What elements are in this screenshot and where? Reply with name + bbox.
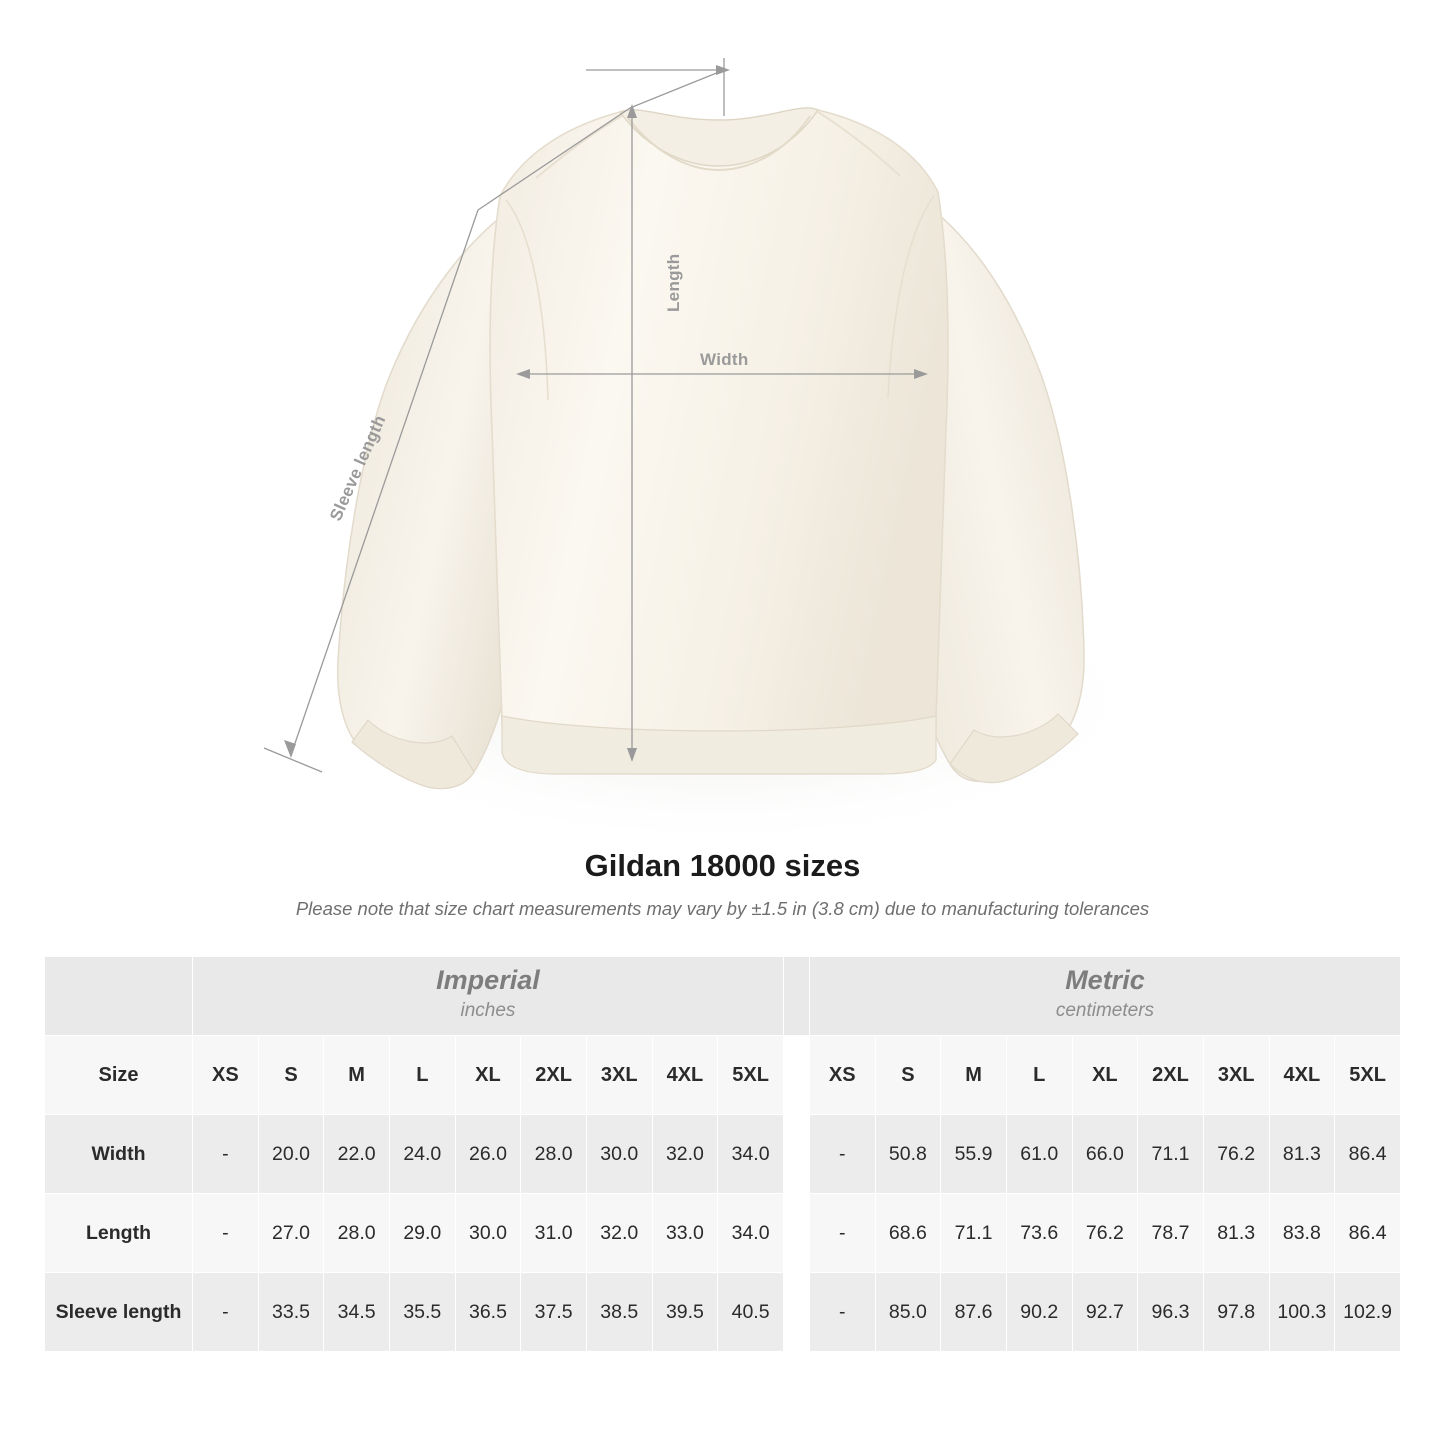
width-metric-xs: - [809, 1115, 875, 1194]
size-header-metric-5xl: 5XL [1335, 1036, 1401, 1115]
length-imperial-xs: - [193, 1194, 259, 1273]
length-imperial-xl: 30.0 [455, 1194, 521, 1273]
size-header-imperial-3xl: 3XL [586, 1036, 652, 1115]
length-imperial-4xl: 33.0 [652, 1194, 718, 1273]
sleeve-metric-s: 85.0 [875, 1273, 941, 1352]
length-metric-5xl: 86.4 [1335, 1194, 1401, 1273]
length-imperial-5xl: 34.0 [718, 1194, 784, 1273]
page-title: Gildan 18000 sizes [584, 848, 861, 883]
length-metric-4xl: 83.8 [1269, 1194, 1335, 1273]
unit-header-blank [45, 957, 193, 1036]
length-imperial-m: 28.0 [324, 1194, 390, 1273]
table-row [45, 1273, 1401, 1352]
imperial-unit-sub: inches [460, 1000, 516, 1022]
width-imperial-s: 20.0 [258, 1115, 324, 1194]
width-imperial-l: 24.0 [389, 1115, 455, 1194]
row-label-sleeve-length: Sleeve length [45, 1273, 193, 1352]
sleeve-metric-3xl: 97.8 [1203, 1273, 1269, 1352]
width-imperial-3xl: 30.0 [586, 1115, 652, 1194]
imperial-unit-name: Imperial [436, 965, 540, 996]
width-metric-4xl: 81.3 [1269, 1115, 1335, 1194]
length-imperial-s: 27.0 [258, 1194, 324, 1273]
length-metric-xs: - [809, 1194, 875, 1273]
sleeve-metric-xs: - [809, 1273, 875, 1352]
size-chart-table [44, 956, 1401, 1352]
size-header-metric-2xl: 2XL [1138, 1036, 1204, 1115]
sleeve-metric-4xl: 100.3 [1269, 1273, 1335, 1352]
sleeve-length-label: Sleeve length [326, 412, 390, 524]
length-metric-s: 68.6 [875, 1194, 941, 1273]
size-header-row [45, 1036, 1401, 1115]
imperial-unit-header [193, 957, 784, 1036]
sleeve-metric-xl: 92.7 [1072, 1273, 1138, 1352]
sleeve-metric-2xl: 96.3 [1138, 1273, 1204, 1352]
row-label-length: Length [45, 1194, 193, 1273]
length-label: Length [664, 253, 683, 312]
width-metric-m: 55.9 [941, 1115, 1007, 1194]
tolerance-note: Please note that size chart measurements may vary by ±1.5 in (3.8 cm) due to manufacturing tolerances [295, 898, 1150, 919]
row-label-width: Width [45, 1115, 193, 1194]
width-label: Width [700, 350, 749, 369]
size-header-imperial-l: L [389, 1036, 455, 1115]
length-imperial-3xl: 32.0 [586, 1194, 652, 1273]
metric-unit-name: Metric [1065, 965, 1145, 996]
length-metric-2xl: 78.7 [1138, 1194, 1204, 1273]
size-chart-table-wrap [0, 956, 1445, 1352]
length-imperial-2xl: 31.0 [521, 1194, 587, 1273]
size-header-metric-3xl: 3XL [1203, 1036, 1269, 1115]
width-imperial-5xl: 34.0 [718, 1115, 784, 1194]
width-imperial-xl: 26.0 [455, 1115, 521, 1194]
sleeve-imperial-5xl: 40.5 [718, 1273, 784, 1352]
body [490, 110, 948, 772]
size-header-imperial-xl: XL [455, 1036, 521, 1115]
width-metric-s: 50.8 [875, 1115, 941, 1194]
width-imperial-m: 22.0 [324, 1115, 390, 1194]
sleeve-imperial-xs: - [193, 1273, 259, 1352]
sleeve-gap [783, 1273, 809, 1352]
length-imperial-l: 29.0 [389, 1194, 455, 1273]
sleeve-metric-m: 87.6 [941, 1273, 1007, 1352]
width-imperial-2xl: 28.0 [521, 1115, 587, 1194]
width-imperial-xs: - [193, 1115, 259, 1194]
sleeve-imperial-2xl: 37.5 [521, 1273, 587, 1352]
width-metric-l: 61.0 [1006, 1115, 1072, 1194]
size-header-metric-l: L [1006, 1036, 1072, 1115]
length-gap [783, 1194, 809, 1273]
width-metric-xl: 66.0 [1072, 1115, 1138, 1194]
length-metric-3xl: 81.3 [1203, 1194, 1269, 1273]
size-header-imperial-4xl: 4XL [652, 1036, 718, 1115]
width-gap [783, 1115, 809, 1194]
size-header-gap [783, 1036, 809, 1115]
size-header-imperial-m: M [324, 1036, 390, 1115]
table-row [45, 1194, 1401, 1273]
sleeve-imperial-4xl: 39.5 [652, 1273, 718, 1352]
sleeve-imperial-xl: 36.5 [455, 1273, 521, 1352]
size-header-metric-xs: XS [809, 1036, 875, 1115]
metric-unit-header [809, 957, 1400, 1036]
length-metric-l: 73.6 [1006, 1194, 1072, 1273]
length-metric-xl: 76.2 [1072, 1194, 1138, 1273]
size-header-metric-4xl: 4XL [1269, 1036, 1335, 1115]
length-metric-m: 71.1 [941, 1194, 1007, 1273]
size-header-imperial-2xl: 2XL [521, 1036, 587, 1115]
metric-unit-sub: centimeters [1055, 1000, 1155, 1022]
unit-header-gap [783, 957, 809, 1036]
size-header-metric-m: M [941, 1036, 1007, 1115]
width-metric-5xl: 86.4 [1335, 1115, 1401, 1194]
sleeve-metric-l: 90.2 [1006, 1273, 1072, 1352]
width-metric-2xl: 71.1 [1138, 1115, 1204, 1194]
size-header-imperial-s: S [258, 1036, 324, 1115]
width-metric-3xl: 76.2 [1203, 1115, 1269, 1194]
size-header-metric-xl: XL [1072, 1036, 1138, 1115]
size-header-imperial-xs: XS [193, 1036, 259, 1115]
sleeve-imperial-s: 33.5 [258, 1273, 324, 1352]
size-header-imperial-5xl: 5XL [718, 1036, 784, 1115]
size-header-metric-s: S [875, 1036, 941, 1115]
sleeve-imperial-l: 35.5 [389, 1273, 455, 1352]
sleeve-imperial-3xl: 38.5 [586, 1273, 652, 1352]
sleeve-imperial-m: 34.5 [324, 1273, 390, 1352]
size-header-label: Size [45, 1036, 193, 1115]
sleeve-metric-5xl: 102.9 [1335, 1273, 1401, 1352]
table-row [45, 1115, 1401, 1194]
width-imperial-4xl: 32.0 [652, 1115, 718, 1194]
title-block [0, 848, 1445, 920]
unit-header-row [45, 957, 1401, 1036]
